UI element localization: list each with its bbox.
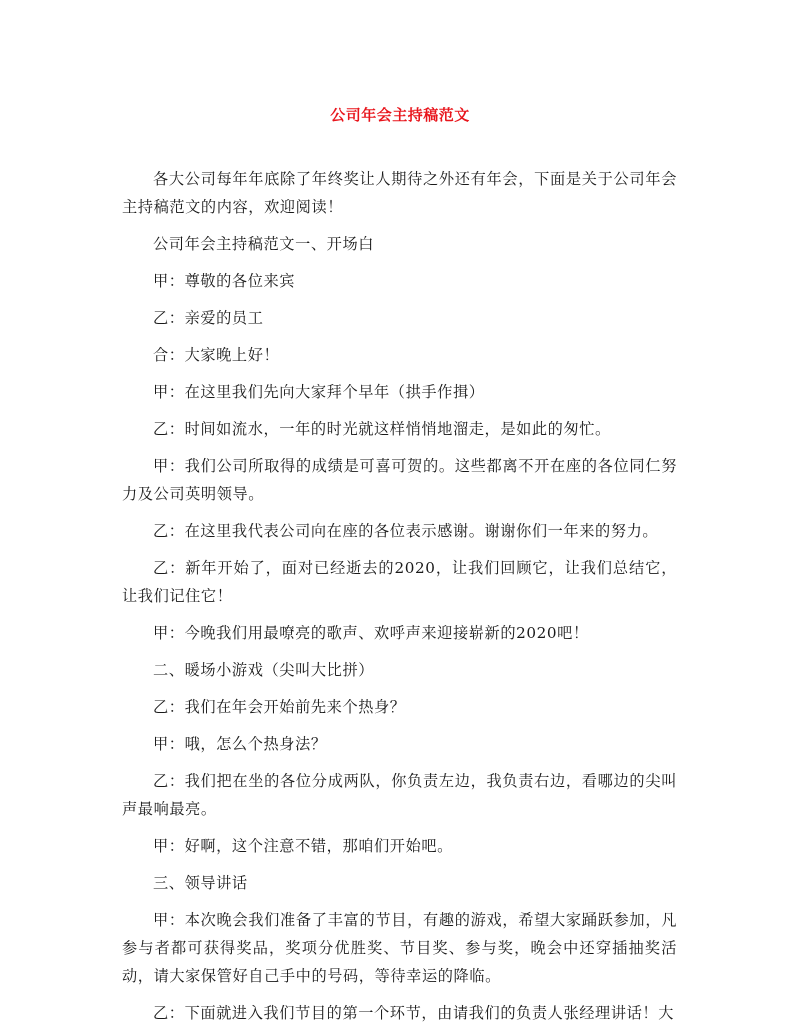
paragraph: 三、领导讲话 (153, 874, 248, 892)
paragraph: 甲：尊敬的各位来宾 (153, 272, 296, 290)
paragraph: 合：大家晚上好！ (153, 346, 280, 364)
paragraph: 各大公司每年年底除了年终奖让人期待之外还有年会，下面是关于公司年会主持稿范文的内容，欢迎阅读！ (122, 170, 677, 216)
paragraph: 甲：在这里我们先向大家拜个早年（拱手作揖） (153, 383, 485, 401)
paragraph: 乙：我们在年会开始前先来个热身？ (153, 698, 406, 716)
paragraph: 公司年会主持稿范文一、开场白 (153, 235, 375, 253)
paragraph: 二、暖场小游戏（尖叫大比拼） (153, 661, 375, 679)
paragraph: 乙：新年开始了，面对已经逝去的2020，让我们回顾它，让我们总结它，让我们记住它！ (122, 559, 677, 605)
paragraph: 甲：本次晚会我们准备了丰富的节目，有趣的游戏，希望大家踊跃参加，凡参与者都可获得奖品，奖项分优胜奖、节目奖、参与奖，晚会中还穿插抽奖活动，请大家保管好自己手中的号码，等待幸运的降临。 (122, 911, 677, 985)
paragraph: 甲：我们公司所取得的成绩是可喜可贺的。这些都离不开在座的各位同仁努力及公司英明领导。 (122, 457, 677, 503)
document-body (122, 165, 677, 1036)
paragraph: 甲：哦，怎么个热身法？ (153, 735, 327, 753)
paragraph: 乙：下面就进入我们节目的第一个环节，由请我们的负责人张经理讲话！大 (153, 1004, 674, 1022)
document-title: 公司年会主持稿范文 (330, 106, 470, 124)
paragraph: 甲：好啊，这个注意不错，那咱们开始吧。 (153, 837, 453, 855)
paragraph: 甲：今晚我们用最嘹亮的歌声、欢呼声来迎接崭新的2020吧！ (153, 624, 589, 642)
paragraph: 乙：时间如流水，一年的时光就这样悄悄地溜走，是如此的匆忙。 (153, 420, 611, 438)
paragraph: 乙：在这里我代表公司向在座的各位表示感谢。谢谢你们一年来的努力。 (153, 522, 659, 540)
paragraph: 乙：我们把在坐的各位分成两队，你负责左边，我负责右边，看哪边的尖叫声最响最亮。 (122, 772, 677, 818)
paragraph: 乙：亲爱的员工 (153, 309, 264, 327)
